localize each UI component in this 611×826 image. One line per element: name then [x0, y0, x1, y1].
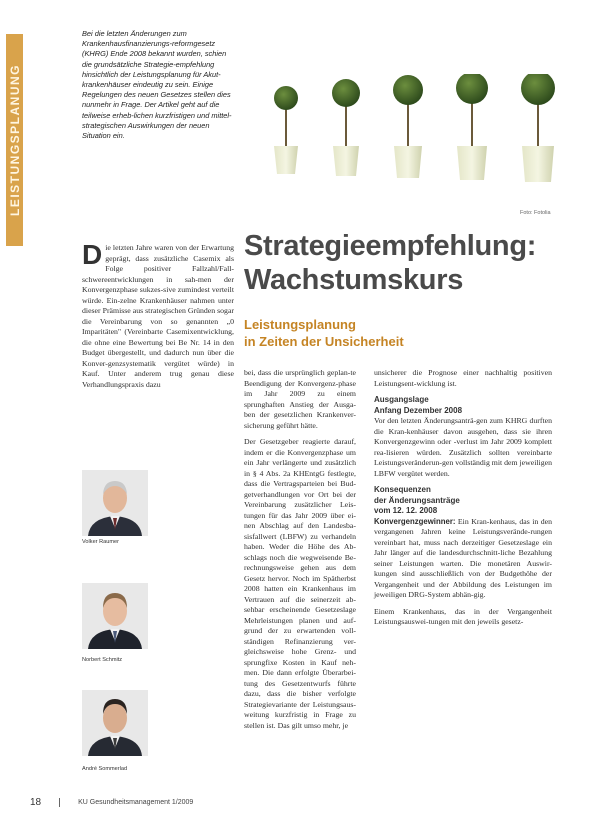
subheading-line: der Änderungsanträge [374, 495, 460, 505]
section-label-bar [6, 34, 23, 246]
column-3-paragraph-4: Einem Krankenhaus, das in der Vergangenheit Leistungsauswei-tungen mit den jeweils gesetz- [374, 606, 552, 626]
subheading-line: Konsequenzen [374, 485, 431, 494]
footer-divider [59, 798, 60, 807]
topiary-image [265, 74, 565, 196]
subheading-line: vom 12. 12. 2008 [374, 506, 438, 515]
article-headline [244, 229, 584, 297]
topiary-plant-5 [521, 74, 555, 182]
article-subhead [244, 316, 564, 350]
portrait-caption-3: André Sommerlad [82, 766, 128, 772]
article-column-2 [244, 368, 356, 737]
column-3-paragraph-3 [374, 517, 552, 601]
paragraph-text: Ein Kran-kenhaus, das in den vergangenen Jahren keine Leistungsverände-rungen vereinbart hat, muss nach derzeitiger Gesetzeslage ein Jahr länger auf die landesdurchschnitt-liche Bezahlung seiner Leistungen warten. Die monetären Auswir-kungen sind ausschließlich von der Budgethöhe der Vergangenheit und der Abbildung des Leistungen im jeweiligen DRG-System abhän-gig. [374, 516, 552, 599]
intro-text: Bei die letzten Änderungen zum Krankenhausfinanzierungs-reformgesetz (KHRG) Ende 2008 bekannt wurden, schien die grundsätzliche Strategie-empfehlung hinsichtlich der Leistungsplanung für Akut-krankenhäuser eindeutig zu sein. Einige Regelungen des neuen Gesetzes stellen dies nunmehr in Frage. Der Artikel geht auf die teilweise erheb-lichen kurzfristigen und mittel-strategischen Auswirkungen der neuen Situation ein. [82, 29, 232, 141]
person-icon [82, 583, 148, 649]
drop-cap: D [82, 239, 103, 270]
column-3-paragraph-1: unsicherer die Prognose einer nachhaltig positiven Leistungsent-wicklung ist. [374, 368, 552, 388]
subheading-line: Anfang Dezember 2008 [374, 405, 463, 415]
column-2-paragraph-2: Der Gesetzgeber reagierte darauf, indem er die Konvergenzphase um ein Jahr verlängerte und zusätzlich in § 4 Abs. 2a KHEntgG festlegte, dass die Vertragsparteien bei Bud-getverhandlungen vor Ort bei der Vereinbarung zusätzlicher Leis-tungen für das Jahr 2009 über ei-nen Abschlag auf den Landesba-sisfallwert (LBFW) zu verhandeln haben. Weder die Höhe des Ab-schlags noch die wegweisende Be-rechnungsweise gehen aus dem Gesetz hervor. Noch im Spätherbst 2008 hatten ein Krankenhaus im Vertrauen auf die seinerzeit ab-sehbar erscheinende Gesetzeslage Mehrleistungen planen und auf-grund der zu erwartenden voll-ständigen Refinanzierung ver-gleichsweise hohe Grenz- und sprungfixe Kosten in Kauf neh-men. Die dann erfolgte Überarbei-tung des Gesetzentwurfs führte dazu, dass die bisher verfolgte Strategievariante der Leistungsaus-weitung kurzfristig in Frage zu stellen ist. Das gilt umso mehr, je [244, 437, 356, 730]
topiary-plant-2 [332, 79, 360, 176]
portrait-caption-2: Norbert Schmitz [82, 657, 123, 663]
subheading-ausgangslage [374, 395, 552, 416]
subheading-line: Ausgangslage [374, 395, 429, 404]
author-portrait-2 [82, 583, 148, 649]
page-number: 18 [30, 797, 42, 808]
author-portrait-3 [82, 690, 148, 756]
author-portrait-1 [82, 470, 148, 536]
subheading-konsequenzen [374, 485, 552, 517]
topiary-plant-4 [456, 74, 488, 180]
article-column-1 [82, 239, 234, 396]
column-1-text: ie letzten Jahre waren von der Erwartung geprägt, dass zusätzliche Casemix als Folge positiver Fallzahl/Fall-schwereentwicklungen in sah-men der Konvergenzphase sukzes-sive zumindest verteilt würde. Ein-zelne Krankenhäuser nahmen unter dieser Prämisse aus strategischen Gründen sogar die Vereinbarung von so genannten „0 Imparitäten" (Vereinbarte Casemixentwicklung, die ohne eine Bewertung bei Be Nr. 14 in den Budget übergestellt, und dadurch nun über die Konver-genzsystematik vergütet würde) in Kauf. Unter anderem trug genau diese Verhandlungspraxis dazu [82, 243, 234, 389]
topiary-plant-3 [393, 75, 423, 178]
portrait-caption-1: Volker Raumer [82, 539, 119, 545]
person-icon [82, 470, 148, 536]
paragraph-lead: Konvergenzgewinner: [374, 516, 456, 526]
subhead-line-1: Leistungsplanung [244, 317, 356, 332]
journal-name: KU Gesundheitsmanagement 1/2009 [78, 799, 194, 806]
column-1-paragraph [82, 239, 234, 390]
section-label: LEISTUNGSPLANUNG [7, 63, 22, 216]
headline-line-1: Strategieempfehlung: [244, 230, 537, 262]
photo-credit: Foto: Fotolia [520, 210, 551, 216]
person-icon [82, 690, 148, 756]
column-3-paragraph-2: Vor den letzten Änderungsanträ-gen zum KHRG durften die Kran-kenhäuser davon ausgehen, dass sie ihren Konvergenzgewinn oder -verlust im Jahr 2009 komplett rea-lisieren würden. Zusätzlich sollten vereinbarte Leistungsveränderun-gen vollständig mit dem jeweiligen LBFW vergütet werden. [374, 416, 552, 478]
headline-line-2: Wachstumskurs [244, 264, 464, 296]
topiary-plant-1 [274, 86, 298, 174]
column-2-paragraph-1: bei, dass die ursprünglich geplan-te Beendigung der Konvergenz-phase im Jahr 2009 zu einem sprunghaften Anstieg der Ausga-ben der gesetzlichen Krankenver-sicherung geführt hätte. [244, 368, 356, 430]
article-column-3 [374, 368, 552, 634]
page-footer [30, 797, 590, 808]
subhead-line-2: in Zeiten der Unsicherheit [244, 334, 404, 349]
